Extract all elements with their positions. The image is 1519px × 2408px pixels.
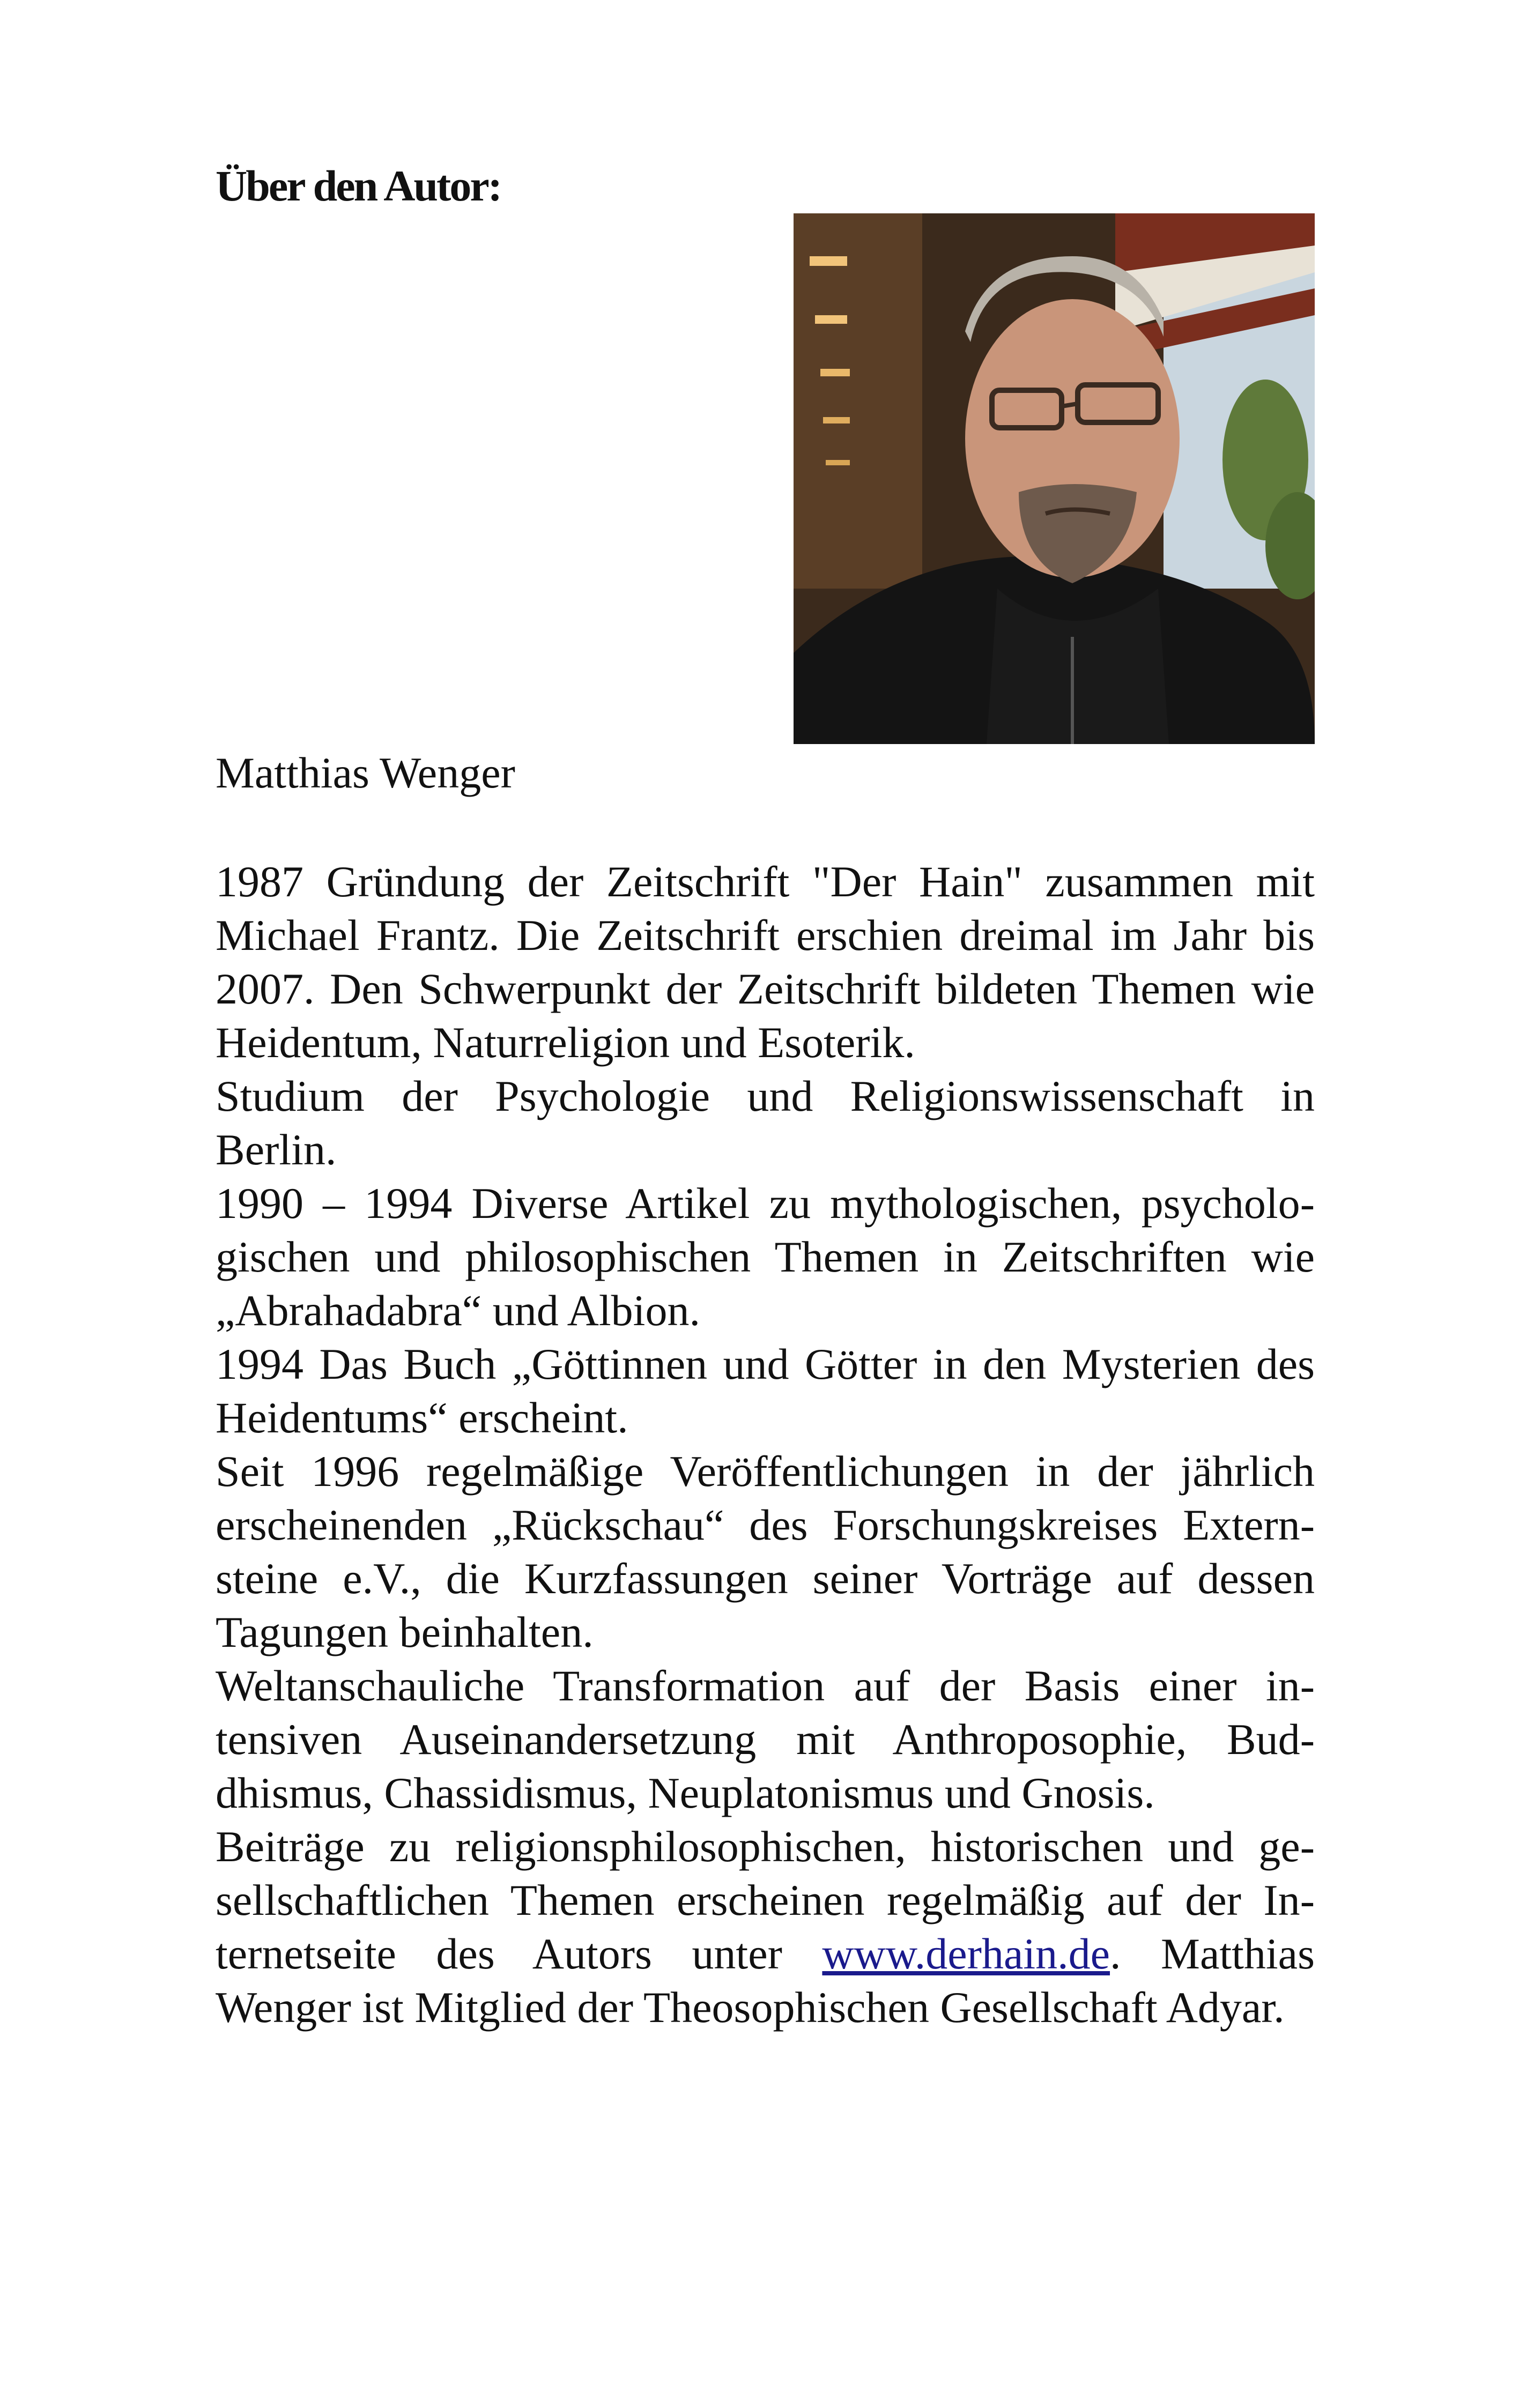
bio-paragraph-book: 1994 Das Buch „Göttinnen und Götter in den Mysterien des Heidentums“ erscheint. (216, 1340, 1315, 1442)
bio-paragraph-studies: Studium der Psychologie und Religionswissenschaft in Berlin. (216, 1072, 1315, 1174)
bio-paragraph-publications: Seit 1996 regelmäßige Veröffentlichungen in der jährlich erscheinenden „Rückschau“ des Forschungskreises Externsteine e.V., die Kurzfassungen seiner Vorträge auf dessen Tagungen beinhalten. (216, 1447, 1315, 1656)
author-photo (794, 213, 1315, 744)
bio-paragraph-contributions (216, 1820, 1315, 2034)
bio-membership-text: . Matthias Wenger ist Mitglied der Theosophischen Gesellschaft Adyar. (216, 1929, 1315, 2032)
website-link[interactable]: www.derhain.de (822, 1929, 1110, 1978)
bio-paragraph-founding: 1987 Gründung der Zeitschrift "Der Hain" zusammen mit Michael Frantz. Die Zeitschrift erschien dreimal im Jahr bis 2007. Den Schwerpunkt der Zeitschrift bildeten Themen wie Heidentum, Naturreligion und Esoterik. (216, 857, 1315, 1067)
author-name: Matthias Wenger (216, 748, 515, 797)
bio-paragraph-transformation: Weltanschauliche Transformation auf der Basis einer intensiven Auseinandersetzung mit Anthroposophie, Buddhismus, Chassidismus, Neuplatonismus und Gnosis. (216, 1661, 1315, 1817)
author-portrait-icon (794, 213, 1315, 744)
bio-contributions-text: Beiträge zu religionsphilosophischen, historischen und gesellschaftlichen Themen erscheinen regelmäßig auf der Internetseite des Autors unter (216, 1822, 1315, 1978)
page-heading: Über den Autor: (216, 161, 501, 210)
author-biography (216, 855, 1315, 2034)
bio-paragraph-articles: 1990 – 1994 Diverse Artikel zu mythologischen, psychologischen und philosophischen Themen in Zeitschriften wie „Abrahadabra“ und Albion. (216, 1179, 1315, 1335)
